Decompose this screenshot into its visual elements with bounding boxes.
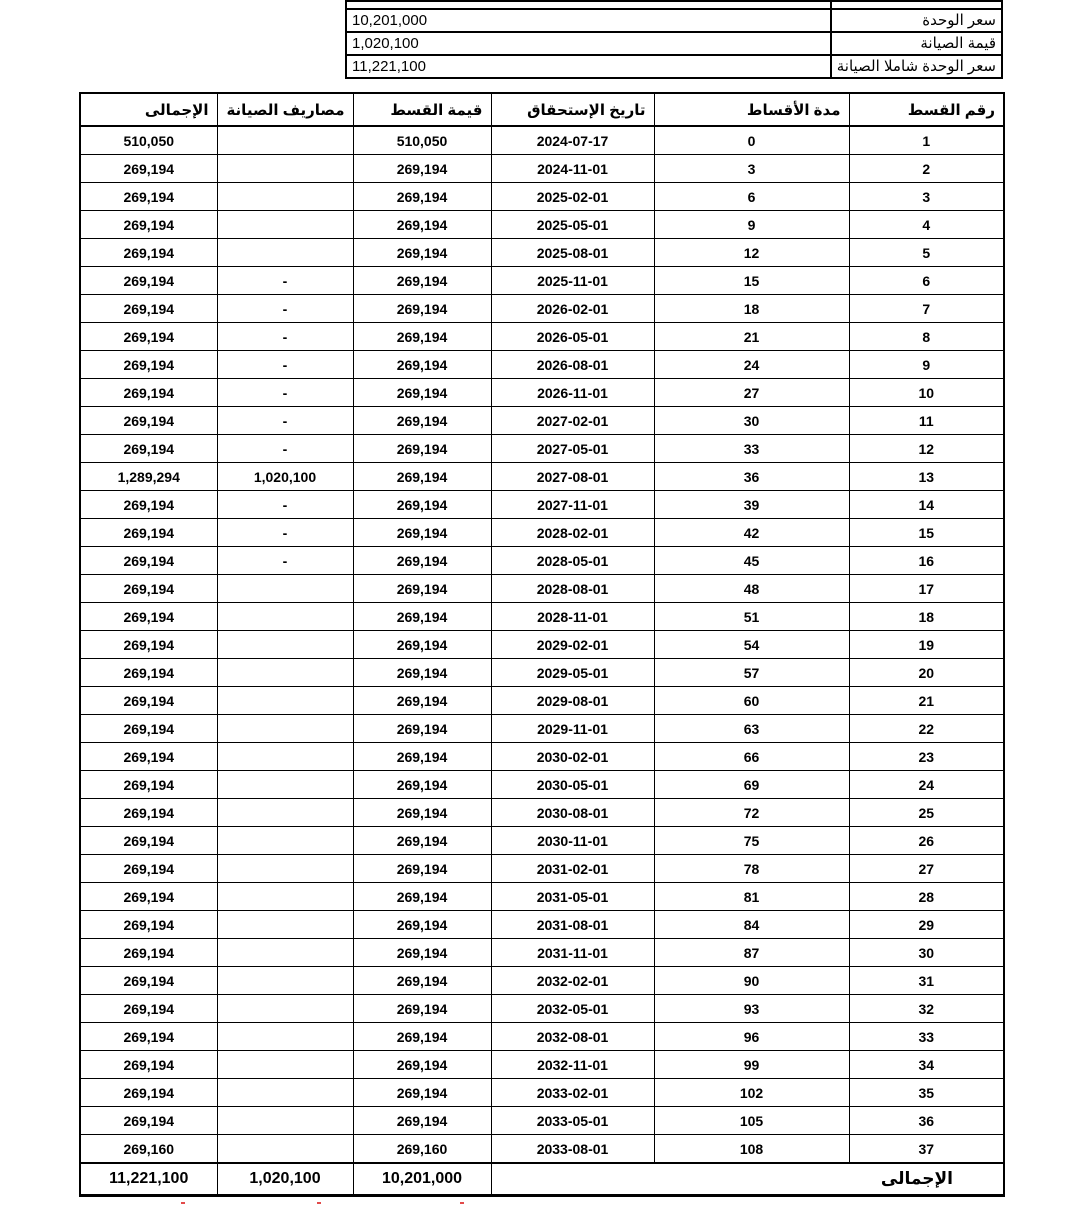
installment-period-cell: 15	[654, 267, 849, 295]
installment-number-cell: 24	[849, 771, 1004, 799]
row-total-cell: 269,194	[80, 1079, 217, 1107]
installment-amount-cell: 269,194	[353, 743, 491, 771]
col-header-installment-period: مدة الأقساط	[654, 93, 849, 126]
maintenance-fees-cell	[217, 631, 353, 659]
row-total-cell: 269,194	[80, 743, 217, 771]
installment-number-cell: 11	[849, 407, 1004, 435]
maintenance-fees-cell: -	[217, 351, 353, 379]
maintenance-fees-cell	[217, 126, 353, 155]
table-row	[80, 883, 1004, 911]
table-row	[80, 855, 1004, 883]
summary-row	[346, 1, 1002, 9]
due-date-cell: 2025-05-01	[491, 211, 654, 239]
due-date-cell: 2025-11-01	[491, 267, 654, 295]
row-total-cell: 269,194	[80, 519, 217, 547]
table-row	[80, 1023, 1004, 1051]
installment-period-cell: 60	[654, 687, 849, 715]
installment-amount-cell: 269,194	[353, 883, 491, 911]
row-total-cell: 269,194	[80, 883, 217, 911]
red-print-marks	[79, 1200, 1003, 1208]
maintenance-fees-cell: -	[217, 435, 353, 463]
installment-number-cell: 21	[849, 687, 1004, 715]
maintenance-fees-cell	[217, 659, 353, 687]
table-row	[80, 547, 1004, 575]
installment-number-cell: 31	[849, 967, 1004, 995]
installment-amount-cell: 269,194	[353, 939, 491, 967]
installment-period-cell: 63	[654, 715, 849, 743]
installment-amount-cell: 269,194	[353, 547, 491, 575]
totals-row	[80, 1163, 1004, 1196]
row-total-cell: 269,194	[80, 435, 217, 463]
unit-price-summary	[345, 0, 1003, 79]
table-row	[80, 1079, 1004, 1107]
due-date-cell: 2030-05-01	[491, 771, 654, 799]
due-date-cell: 2025-02-01	[491, 183, 654, 211]
installment-amount-cell: 269,194	[353, 267, 491, 295]
installment-period-cell: 39	[654, 491, 849, 519]
installment-amount-cell: 269,194	[353, 435, 491, 463]
total-installments: 10,201,000	[353, 1163, 491, 1196]
maintenance-fees-cell	[217, 603, 353, 631]
due-date-cell: 2031-11-01	[491, 939, 654, 967]
installment-amount-cell: 269,194	[353, 687, 491, 715]
due-date-cell: 2030-08-01	[491, 799, 654, 827]
installment-amount-cell: 269,194	[353, 407, 491, 435]
maintenance-fees-cell	[217, 715, 353, 743]
col-header-installment-amount: قيمة القسط	[353, 93, 491, 126]
due-date-cell: 2024-07-17	[491, 126, 654, 155]
installment-period-cell: 102	[654, 1079, 849, 1107]
installment-amount-cell: 269,194	[353, 967, 491, 995]
maintenance-fees-cell	[217, 743, 353, 771]
row-total-cell: 269,194	[80, 575, 217, 603]
installment-period-cell: 99	[654, 1051, 849, 1079]
due-date-cell: 2025-08-01	[491, 239, 654, 267]
due-date-cell: 2028-11-01	[491, 603, 654, 631]
installment-number-cell: 2	[849, 155, 1004, 183]
due-date-cell: 2032-08-01	[491, 1023, 654, 1051]
row-total-cell: 269,194	[80, 967, 217, 995]
table-row	[80, 407, 1004, 435]
installment-amount-cell: 269,194	[353, 519, 491, 547]
installment-period-cell: 48	[654, 575, 849, 603]
due-date-cell: 2029-11-01	[491, 715, 654, 743]
installment-period-cell: 105	[654, 1107, 849, 1135]
table-row	[80, 267, 1004, 295]
table-row	[80, 631, 1004, 659]
installment-amount-cell: 269,194	[353, 995, 491, 1023]
due-date-cell: 2026-05-01	[491, 323, 654, 351]
col-header-due-date: تاريخ الإستحقاق	[491, 93, 654, 126]
row-total-cell: 510,050	[80, 126, 217, 155]
installment-number-cell: 29	[849, 911, 1004, 939]
row-total-cell: 269,194	[80, 491, 217, 519]
maintenance-fees-cell	[217, 1107, 353, 1135]
summary-value: 1,020,100	[346, 32, 831, 55]
installment-number-cell: 23	[849, 743, 1004, 771]
maintenance-fees-cell	[217, 155, 353, 183]
table-row	[80, 603, 1004, 631]
table-header-row	[80, 93, 1004, 126]
row-total-cell: 269,194	[80, 295, 217, 323]
installment-number-cell: 3	[849, 183, 1004, 211]
installment-number-cell: 26	[849, 827, 1004, 855]
maintenance-fees-cell: -	[217, 295, 353, 323]
summary-label: سعر الوحدة	[831, 9, 1002, 32]
installment-period-cell: 84	[654, 911, 849, 939]
installment-period-cell: 69	[654, 771, 849, 799]
maintenance-fees-cell: -	[217, 547, 353, 575]
installment-amount-cell: 269,194	[353, 491, 491, 519]
installment-number-cell: 5	[849, 239, 1004, 267]
installment-amount-cell: 269,194	[353, 631, 491, 659]
installment-amount-cell: 269,194	[353, 183, 491, 211]
installment-number-cell: 32	[849, 995, 1004, 1023]
due-date-cell: 2026-11-01	[491, 379, 654, 407]
installment-number-cell: 8	[849, 323, 1004, 351]
table-row	[80, 715, 1004, 743]
installment-number-cell: 14	[849, 491, 1004, 519]
table-row	[80, 491, 1004, 519]
installment-amount-cell: 510,050	[353, 126, 491, 155]
installment-period-cell: 24	[654, 351, 849, 379]
table-row	[80, 183, 1004, 211]
table-row	[80, 239, 1004, 267]
due-date-cell: 2026-08-01	[491, 351, 654, 379]
table-row	[80, 827, 1004, 855]
installment-period-cell: 18	[654, 295, 849, 323]
table-row	[80, 519, 1004, 547]
installment-number-cell: 12	[849, 435, 1004, 463]
row-total-cell: 269,194	[80, 379, 217, 407]
table-row	[80, 155, 1004, 183]
installment-amount-cell: 269,194	[353, 1023, 491, 1051]
installment-number-cell: 36	[849, 1107, 1004, 1135]
due-date-cell: 2032-11-01	[491, 1051, 654, 1079]
summary-label	[831, 1, 1002, 9]
installment-number-cell: 25	[849, 799, 1004, 827]
row-total-cell: 269,194	[80, 1107, 217, 1135]
installment-period-cell: 90	[654, 967, 849, 995]
summary-row	[346, 32, 1002, 55]
summary-label: سعر الوحدة شاملا الصيانة	[831, 55, 1002, 78]
installment-period-cell: 66	[654, 743, 849, 771]
due-date-cell: 2027-05-01	[491, 435, 654, 463]
grand-total: 11,221,100	[80, 1163, 217, 1196]
installment-period-cell: 87	[654, 939, 849, 967]
due-date-cell: 2028-08-01	[491, 575, 654, 603]
table-row	[80, 379, 1004, 407]
installment-period-cell: 54	[654, 631, 849, 659]
installment-amount-cell: 269,194	[353, 659, 491, 687]
installment-period-cell: 0	[654, 126, 849, 155]
table-row	[80, 351, 1004, 379]
summary-row	[346, 55, 1002, 78]
maintenance-fees-cell	[217, 575, 353, 603]
maintenance-fees-cell: -	[217, 379, 353, 407]
due-date-cell: 2027-11-01	[491, 491, 654, 519]
maintenance-fees-cell	[217, 1135, 353, 1164]
table-row	[80, 995, 1004, 1023]
col-header-total: الإجمالى	[80, 93, 217, 126]
row-total-cell: 269,194	[80, 407, 217, 435]
maintenance-fees-cell	[217, 799, 353, 827]
col-header-maintenance-fees: مصاريف الصيانة	[217, 93, 353, 126]
table-row	[80, 463, 1004, 491]
row-total-cell: 269,194	[80, 631, 217, 659]
table-row	[80, 323, 1004, 351]
maintenance-fees-cell: -	[217, 267, 353, 295]
installment-amount-cell: 269,194	[353, 463, 491, 491]
installment-amount-cell: 269,194	[353, 715, 491, 743]
installment-period-cell: 96	[654, 1023, 849, 1051]
maintenance-fees-cell: -	[217, 519, 353, 547]
due-date-cell: 2030-11-01	[491, 827, 654, 855]
installment-amount-cell: 269,194	[353, 351, 491, 379]
maintenance-fees-cell	[217, 1051, 353, 1079]
row-total-cell: 269,194	[80, 267, 217, 295]
installment-period-cell: 51	[654, 603, 849, 631]
installment-period-cell: 57	[654, 659, 849, 687]
installment-number-cell: 35	[849, 1079, 1004, 1107]
row-total-cell: 269,194	[80, 715, 217, 743]
table-row	[80, 211, 1004, 239]
installment-period-cell: 72	[654, 799, 849, 827]
installment-period-cell: 21	[654, 323, 849, 351]
maintenance-fees-cell	[217, 883, 353, 911]
installment-period-cell: 75	[654, 827, 849, 855]
table-row	[80, 911, 1004, 939]
installment-amount-cell: 269,194	[353, 1051, 491, 1079]
table-row	[80, 1107, 1004, 1135]
maintenance-fees-cell: 1,020,100	[217, 463, 353, 491]
maintenance-fees-cell: -	[217, 407, 353, 435]
installment-number-cell: 16	[849, 547, 1004, 575]
installment-period-cell: 78	[654, 855, 849, 883]
maintenance-fees-cell	[217, 855, 353, 883]
installment-number-cell: 37	[849, 1135, 1004, 1164]
installment-number-cell: 33	[849, 1023, 1004, 1051]
table-row	[80, 295, 1004, 323]
installment-number-cell: 9	[849, 351, 1004, 379]
row-total-cell: 269,194	[80, 211, 217, 239]
maintenance-fees-cell	[217, 911, 353, 939]
installment-amount-cell: 269,194	[353, 323, 491, 351]
installment-number-cell: 4	[849, 211, 1004, 239]
maintenance-fees-cell	[217, 1079, 353, 1107]
table-row	[80, 575, 1004, 603]
table-row	[80, 939, 1004, 967]
installment-number-cell: 34	[849, 1051, 1004, 1079]
maintenance-fees-cell	[217, 967, 353, 995]
row-total-cell: 269,194	[80, 687, 217, 715]
row-total-cell: 269,194	[80, 911, 217, 939]
installment-number-cell: 6	[849, 267, 1004, 295]
maintenance-fees-cell: -	[217, 491, 353, 519]
table-row	[80, 1135, 1004, 1164]
installment-period-cell: 30	[654, 407, 849, 435]
installment-amount-cell: 269,194	[353, 295, 491, 323]
installment-number-cell: 18	[849, 603, 1004, 631]
installment-amount-cell: 269,194	[353, 855, 491, 883]
row-total-cell: 269,194	[80, 183, 217, 211]
installment-amount-cell: 269,194	[353, 239, 491, 267]
due-date-cell: 2033-08-01	[491, 1135, 654, 1164]
due-date-cell: 2031-02-01	[491, 855, 654, 883]
table-row	[80, 771, 1004, 799]
due-date-cell: 2028-02-01	[491, 519, 654, 547]
due-date-cell: 2032-02-01	[491, 967, 654, 995]
installment-number-cell: 10	[849, 379, 1004, 407]
installment-period-cell: 36	[654, 463, 849, 491]
row-total-cell: 269,194	[80, 771, 217, 799]
due-date-cell: 2027-08-01	[491, 463, 654, 491]
row-total-cell: 269,194	[80, 659, 217, 687]
due-date-cell: 2031-05-01	[491, 883, 654, 911]
due-date-cell: 2028-05-01	[491, 547, 654, 575]
installment-amount-cell: 269,194	[353, 827, 491, 855]
installment-period-cell: 93	[654, 995, 849, 1023]
table-row	[80, 659, 1004, 687]
installment-number-cell: 7	[849, 295, 1004, 323]
row-total-cell: 269,194	[80, 827, 217, 855]
maintenance-fees-cell	[217, 771, 353, 799]
row-total-cell: 269,194	[80, 1023, 217, 1051]
table-row	[80, 743, 1004, 771]
row-total-cell: 269,194	[80, 603, 217, 631]
installment-number-cell: 27	[849, 855, 1004, 883]
installment-number-cell: 20	[849, 659, 1004, 687]
installment-number-cell: 19	[849, 631, 1004, 659]
due-date-cell: 2033-02-01	[491, 1079, 654, 1107]
row-total-cell: 269,194	[80, 547, 217, 575]
due-date-cell: 2029-08-01	[491, 687, 654, 715]
installment-period-cell: 9	[654, 211, 849, 239]
due-date-cell: 2030-02-01	[491, 743, 654, 771]
due-date-cell: 2029-05-01	[491, 659, 654, 687]
summary-row	[346, 9, 1002, 32]
maintenance-fees-cell: -	[217, 323, 353, 351]
maintenance-fees-cell	[217, 239, 353, 267]
table-row	[80, 126, 1004, 155]
summary-value: 10,201,000	[346, 9, 831, 32]
due-date-cell: 2027-02-01	[491, 407, 654, 435]
installment-amount-cell: 269,194	[353, 771, 491, 799]
installment-amount-cell: 269,194	[353, 911, 491, 939]
maintenance-fees-cell	[217, 1023, 353, 1051]
summary-value	[346, 1, 831, 9]
row-total-cell: 1,289,294	[80, 463, 217, 491]
installment-number-cell: 17	[849, 575, 1004, 603]
installment-period-cell: 108	[654, 1135, 849, 1164]
maintenance-fees-cell	[217, 183, 353, 211]
installment-number-cell: 22	[849, 715, 1004, 743]
table-row	[80, 435, 1004, 463]
table-row	[80, 1051, 1004, 1079]
installment-period-cell: 6	[654, 183, 849, 211]
installment-amount-cell: 269,194	[353, 1107, 491, 1135]
row-total-cell: 269,194	[80, 155, 217, 183]
installment-period-cell: 81	[654, 883, 849, 911]
totals-label: الإجمالى	[491, 1163, 1004, 1196]
summary-value: 11,221,100	[346, 55, 831, 78]
installment-schedule-table	[79, 92, 1005, 1197]
row-total-cell: 269,194	[80, 323, 217, 351]
row-total-cell: 269,194	[80, 239, 217, 267]
summary-label: قيمة الصيانة	[831, 32, 1002, 55]
row-total-cell: 269,194	[80, 855, 217, 883]
col-header-installment-number: رقم القسط	[849, 93, 1004, 126]
row-total-cell: 269,194	[80, 351, 217, 379]
due-date-cell: 2029-02-01	[491, 631, 654, 659]
row-total-cell: 269,194	[80, 995, 217, 1023]
installment-number-cell: 13	[849, 463, 1004, 491]
installment-period-cell: 12	[654, 239, 849, 267]
row-total-cell: 269,194	[80, 939, 217, 967]
maintenance-fees-cell	[217, 827, 353, 855]
row-total-cell: 269,160	[80, 1135, 217, 1164]
installment-number-cell: 1	[849, 126, 1004, 155]
installment-number-cell: 30	[849, 939, 1004, 967]
maintenance-fees-cell	[217, 211, 353, 239]
installment-period-cell: 3	[654, 155, 849, 183]
installment-amount-cell: 269,194	[353, 799, 491, 827]
installment-amount-cell: 269,194	[353, 379, 491, 407]
row-total-cell: 269,194	[80, 799, 217, 827]
table-row	[80, 799, 1004, 827]
installment-number-cell: 28	[849, 883, 1004, 911]
due-date-cell: 2026-02-01	[491, 295, 654, 323]
due-date-cell: 2033-05-01	[491, 1107, 654, 1135]
installment-period-cell: 42	[654, 519, 849, 547]
table-row	[80, 687, 1004, 715]
installment-amount-cell: 269,194	[353, 575, 491, 603]
maintenance-fees-cell	[217, 995, 353, 1023]
installment-amount-cell: 269,194	[353, 155, 491, 183]
installment-number-cell: 15	[849, 519, 1004, 547]
due-date-cell: 2032-05-01	[491, 995, 654, 1023]
due-date-cell: 2024-11-01	[491, 155, 654, 183]
installment-amount-cell: 269,194	[353, 1079, 491, 1107]
installment-period-cell: 27	[654, 379, 849, 407]
installment-period-cell: 45	[654, 547, 849, 575]
installment-amount-cell: 269,194	[353, 603, 491, 631]
installment-period-cell: 33	[654, 435, 849, 463]
due-date-cell: 2031-08-01	[491, 911, 654, 939]
installment-amount-cell: 269,194	[353, 211, 491, 239]
row-total-cell: 269,194	[80, 1051, 217, 1079]
installment-amount-cell: 269,160	[353, 1135, 491, 1164]
maintenance-fees-cell	[217, 939, 353, 967]
total-maintenance: 1,020,100	[217, 1163, 353, 1196]
maintenance-fees-cell	[217, 687, 353, 715]
table-row	[80, 967, 1004, 995]
